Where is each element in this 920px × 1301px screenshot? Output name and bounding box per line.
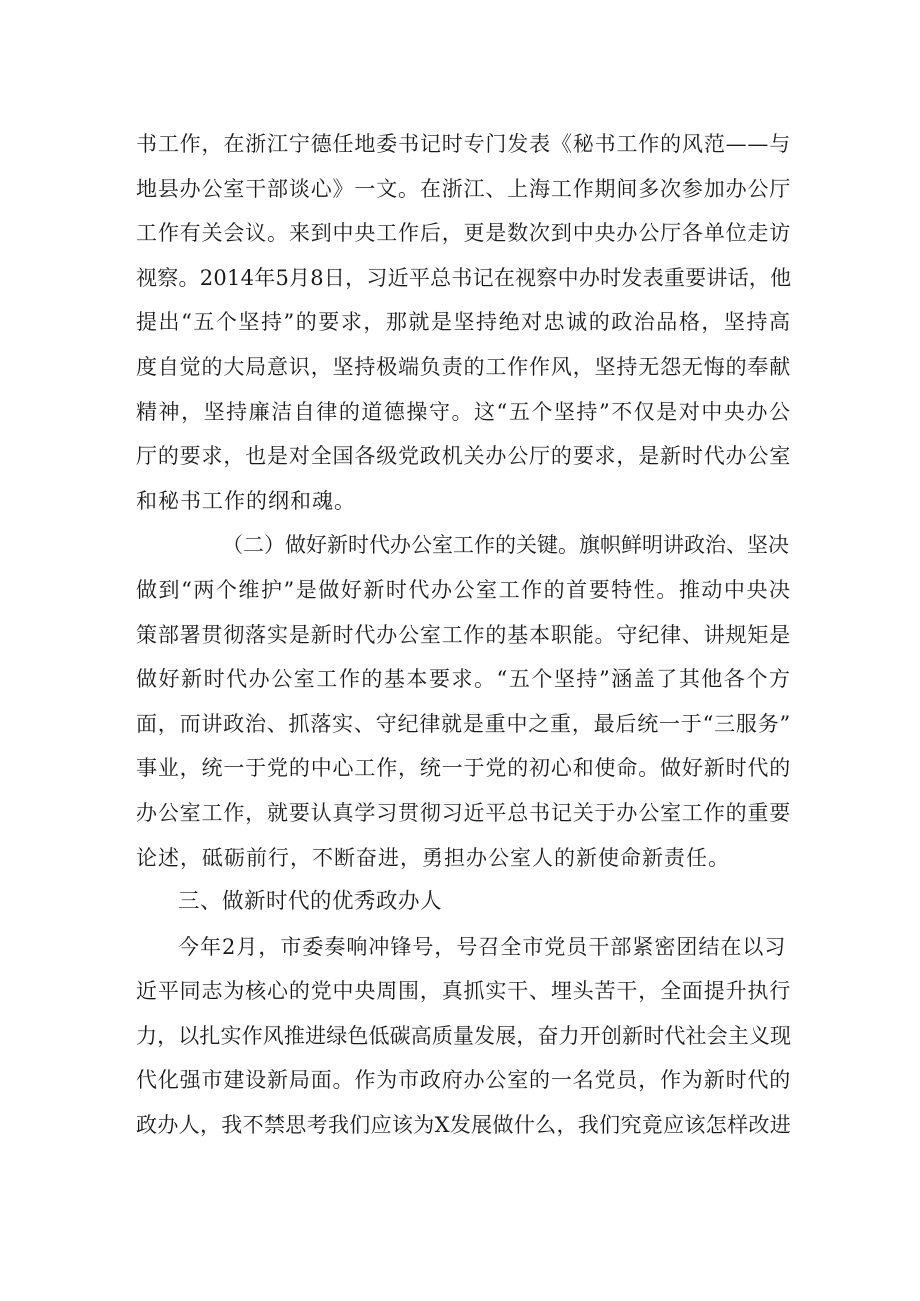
text-line: 精神，坚持廉洁自律的道德操守。这“五个坚持”不仅是对中央办公 xyxy=(136,399,791,424)
text-line: 度自觉的大局意识，坚持极端负责的工作作风，坚持无怨无悔的奉献 xyxy=(136,354,791,379)
document-body xyxy=(136,122,791,1148)
text-line: 论述，砥砺前行，不断奋进，勇担办公室人的新使命新责任。 xyxy=(136,845,730,870)
text-line: 政办人，我不禁思考我们应该为X发展做什么，我们究竟应该怎样改进 xyxy=(136,1113,791,1138)
text-line: 提出“五个坚持”的要求，那就是坚持绝对忠诚的政治品格，坚持高 xyxy=(136,310,791,335)
text-line: 厅的要求，也是对全国各级党政机关办公厅的要求，是新时代办公室 xyxy=(136,444,791,469)
text-line: 面，而讲政治、抓落实、守纪律就是重中之重，最后统一于“三服务” xyxy=(136,711,791,736)
text-line: 书工作，在浙江宁德任地委书记时专门发表《秘书工作的风范——与 xyxy=(136,132,791,156)
text-line: 视察。2014年5月8日，习近平总书记在视察中办时发表重要讲话，他 xyxy=(136,265,792,290)
text-line: 做好新时代办公室工作的基本要求。“五个坚持”涵盖了其他各个方 xyxy=(136,667,791,692)
text-line: 事业，统一于党的中心工作，统一于党的初心和使命。做好新时代的 xyxy=(136,756,791,781)
text-line: 力，以扎实作风推进绿色低碳高质量发展，奋力开创新时代社会主义现 xyxy=(136,1023,791,1048)
text-line: 近平同志为核心的党中央周围，真抓实干、埋头苦干，全面提升执行 xyxy=(136,979,791,1004)
text-line: 代化强市建设新局面。作为市政府办公室的一名党员，作为新时代的 xyxy=(136,1068,791,1093)
text-line: 和秘书工作的纲和魂。 xyxy=(136,488,356,513)
paragraph-secretary-work xyxy=(136,122,791,523)
text-line: （二）做好新时代办公室工作的关键。旗帜鲜明讲政治、坚决 xyxy=(222,533,789,558)
section-heading: 三、做新时代的优秀政办人 xyxy=(178,889,443,915)
text-line: 做到“两个维护”是做好新时代办公室工作的首要特性。推动中央决 xyxy=(136,577,791,602)
paragraph-city-call xyxy=(136,925,791,1148)
paragraph-key-points xyxy=(136,523,791,880)
text-line: 办公室工作，就要认真学习贯彻习近平总书记关于办公室工作的重要 xyxy=(136,800,791,825)
text-line: 工作有关会议。来到中央工作后，更是数次到中央办公厅各单位走访 xyxy=(136,221,791,246)
text-line: 地县办公室干部谈心》一文。在浙江、上海工作期间多次参加办公厅 xyxy=(136,176,791,201)
text-line: 策部署贯彻落实是新时代办公室工作的基本职能。守纪律、讲规矩是 xyxy=(136,622,791,647)
text-line: 今年2月，市委奏响冲锋号，号召全市党员干部紧密团结在以习 xyxy=(178,934,787,959)
